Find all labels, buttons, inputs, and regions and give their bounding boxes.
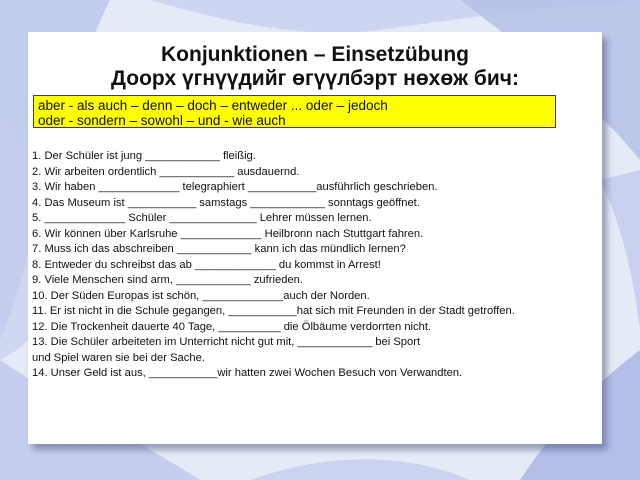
title-mongolian: Доорх үгнүүдийг өгүүлбэрт нөхөж бич: [111,67,519,90]
sentence-14: 14. Unser Geld ist aus, ___________wir hatten zwei Wochen Besuch von Verwandten. [32,367,463,379]
sentence-12: 12. Die Trockenheit dauerte 40 Tage, __________ die Ölbäume verdorrten nicht. [32,320,432,333]
exercise-sentences [32,149,598,382]
sentence-6: 6. Wir können über Karlsruhe _____________ Heilbronn nach Stuttgart fahren. [32,227,424,240]
sentence-9: 9. Viele Menschen sind arm, ____________ zufrieden. [32,274,303,286]
conjunction-line-2: oder - sondern – sowohl – und - wie auch [38,113,286,128]
sentence-5: 5. _____________ Schüler ______________ Lehrer müssen lernen. [32,212,372,224]
conjunction-line-1: aber - als auch – denn – doch – entweder ... oder – jedoch [38,98,388,113]
sentence-11: 11. Er ist nicht in die Schule gegangen, ___________hat sich mit Freunden in der Stadt getroffen. [32,305,515,317]
conjunction-word-box [33,95,556,128]
title-german: Konjunktionen – Einsetzübung [161,43,469,66]
worksheet-panel [28,32,602,444]
sentence-10: 10. Der Süden Europas ist schön, _____________auch der Norden. [32,289,370,302]
sentence-4: 4. Das Museum ist ___________ samstags ____________ sonntags geöffnet. [32,196,420,209]
sentence-3: 3. Wir haben _____________ telegraphiert ___________ausführlich geschrieben. [32,181,438,193]
sentence-8: 8. Entweder du schreibst das ab _____________ du kommst in Arrest! [32,258,381,271]
sentence-7: 7. Muss ich das abschreiben ____________ kann ich das mündlich lernen? [32,243,406,255]
sentence-13-continued: und Spiel waren sie bei der Sache. [32,351,205,364]
sentence-1: 1. Der Schüler ist jung ____________ fleißig. [32,150,256,162]
sentence-2: 2. Wir arbeiten ordentlich ____________ ausdauernd. [32,165,300,178]
sentence-13: 13. Die Schüler arbeiteten im Unterricht nicht gut mit, ____________ bei Sport [32,336,421,348]
